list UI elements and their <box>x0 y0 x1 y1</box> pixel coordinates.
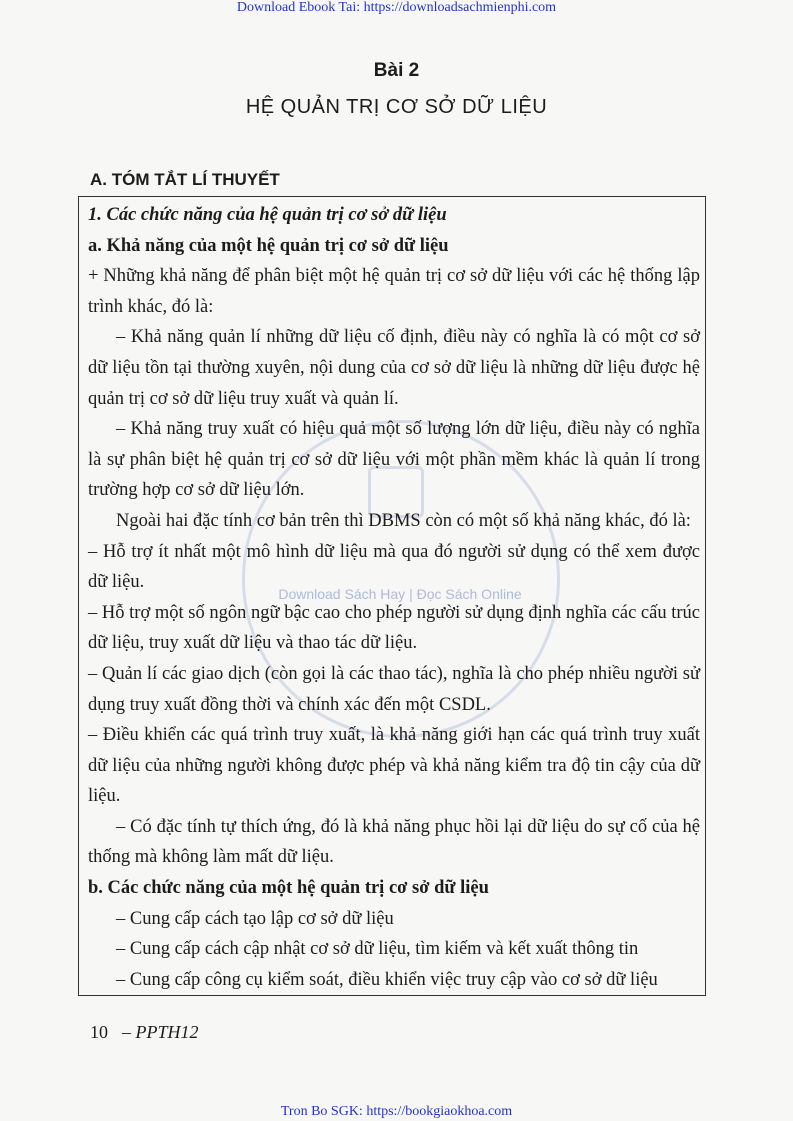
paragraph: – Khả năng quản lí những dữ liệu cố định, điều này có nghĩa là có một cơ sở dữ liệu tồn tại thường xuyên, nội dung của cơ sở dữ liệu là những dữ liệu được hệ quản trị cơ sở dữ liệu truy xuất và quản lí. <box>88 327 700 409</box>
watermark-text: Download Sách Hay | Đọc Sách Online <box>278 586 522 602</box>
paragraph: – Quản lí các giao dịch (còn gọi là các thao tác), nghĩa là cho phép nhiều người sử dụng truy xuất đồng thời và chính xác đến một CSDL. <box>88 663 700 715</box>
paragraph-intro: + Những khả năng để phân biệt một hệ quản trị cơ sở dữ liệu với các hệ thống lập trình khác, đó là: <box>88 266 700 317</box>
paragraph: Ngoài hai đặc tính cơ bản trên thì DBMS còn có một số khả năng khác, đó là: <box>116 510 691 531</box>
paragraph: – Hỗ trợ ít nhất một mô hình dữ liệu mà qua đó người sử dụng có thể xem được dữ liệu. <box>88 541 700 593</box>
summary-content <box>88 200 700 995</box>
paragraph: – Điều khiển các quá trình truy xuất, là khả năng giới hạn các quá trình truy xuất dữ liệu của những người không được phép và khả năng kiểm tra độ tin cậy của dữ liệu. <box>88 725 700 807</box>
lesson-title: HỆ QUẢN TRỊ CƠ SỞ DỮ LIỆU <box>245 96 548 118</box>
function-item: – Cung cấp cách cập nhật cơ sở dữ liệu, tìm kiếm và kết xuất thông tin <box>116 939 639 960</box>
lesson-label: Bài 2 <box>373 60 420 81</box>
heading-a: a. Khả năng của một hệ quản trị cơ sở dữ liệu <box>88 235 449 256</box>
function-item: – Cung cấp cách tạo lập cơ sở dữ liệu <box>116 908 394 929</box>
page-footer <box>90 1022 199 1043</box>
section-heading: A. TÓM TẮT LÍ THUYẾT <box>90 170 280 189</box>
paragraph: – Khả năng truy xuất có hiệu quả một số lượng lớn dữ liệu, điều này có nghĩa là sự phân biệt hệ quản trị cơ sở dữ liệu với một phần mềm khác là quản lí trong trường hợp cơ sở dữ liệu lớn. <box>88 419 700 501</box>
heading-b: b. Các chức năng của một hệ quản trị cơ sở dữ liệu <box>88 878 489 899</box>
textbook-link[interactable]: Tron Bo SGK: https://bookgiaokhoa.com <box>280 1104 513 1119</box>
function-item: – Cung cấp công cụ kiểm soát, điều khiển việc truy cập vào cơ sở dữ liệu <box>116 969 658 990</box>
page-number: 10 <box>90 1022 108 1042</box>
book-code: – PPTH12 <box>122 1022 199 1042</box>
download-link[interactable]: Download Ebook Tai: https://downloadsachmienphi.com <box>236 0 557 15</box>
paragraph: – Hỗ trợ một số ngôn ngữ bậc cao cho phép người sử dụng định nghĩa các cấu trúc dữ liệu, truy xuất dữ liệu và thao tác dữ liệu. <box>88 602 700 654</box>
paragraph: – Có đặc tính tự thích ứng, đó là khả năng phục hồi lại dữ liệu do sự cố của hệ thống mà không làm mất dữ liệu. <box>88 816 700 868</box>
sub-heading: 1. Các chức năng của hệ quản trị cơ sở dữ liệu <box>88 205 447 225</box>
